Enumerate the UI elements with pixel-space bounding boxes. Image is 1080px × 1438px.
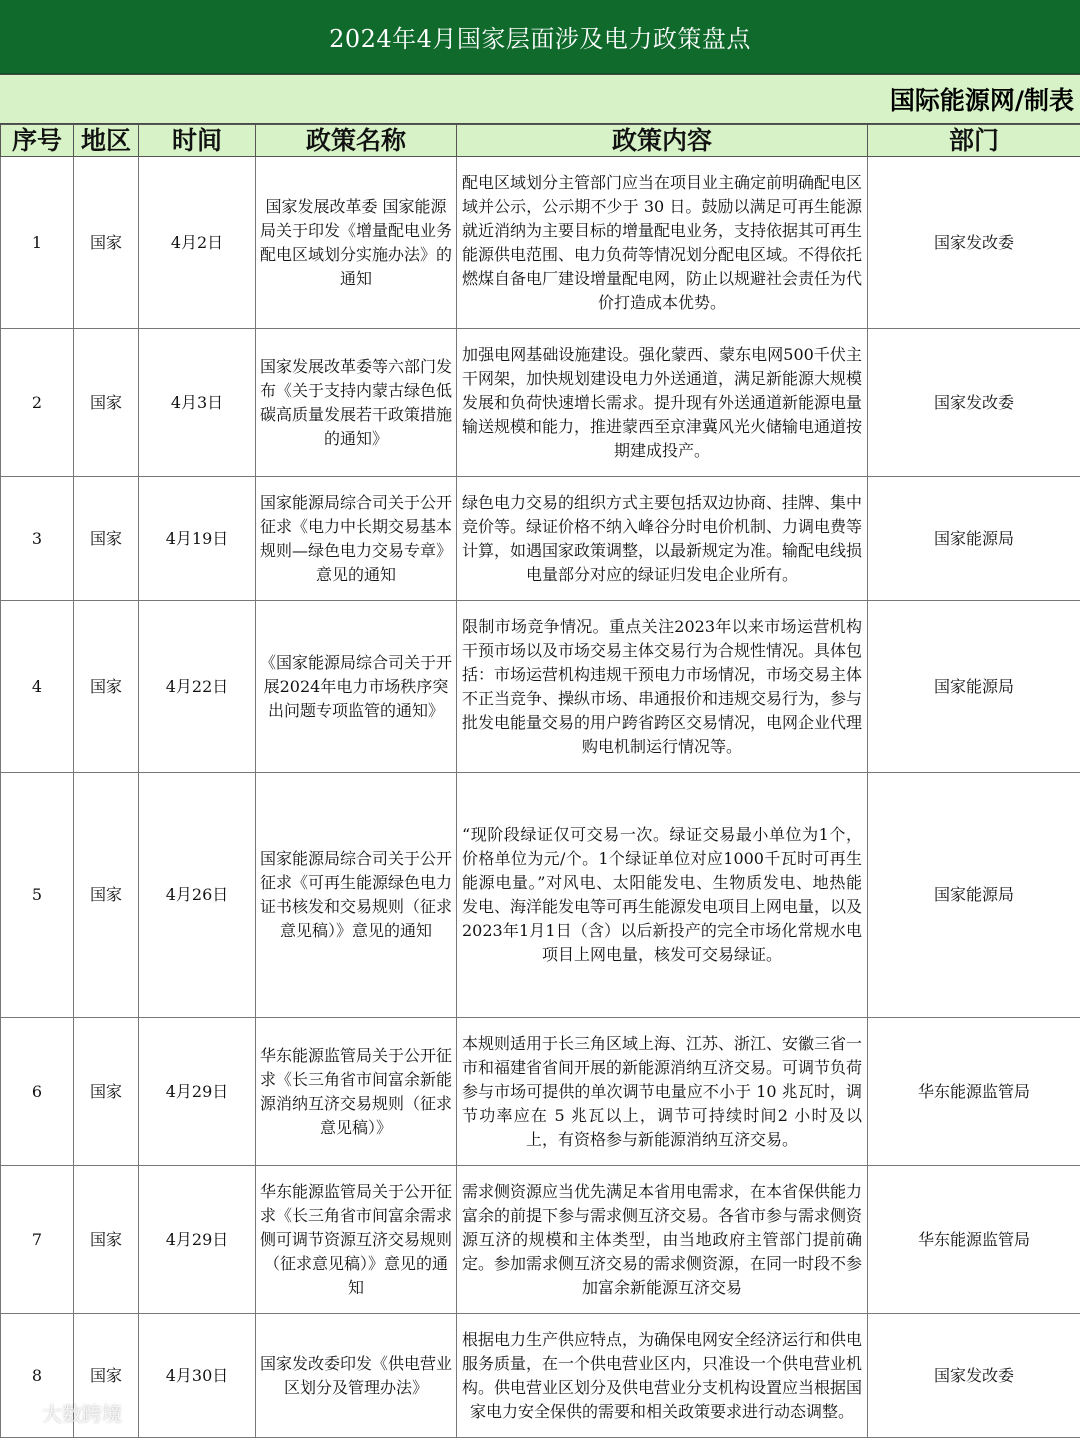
row-date: 4月19日 [139, 477, 256, 601]
row-policy-name: 国家能源局综合司关于公开征求《电力中长期交易基本规则—绿色电力交易专章》意见的通知 [256, 477, 457, 601]
row-date: 4月3日 [139, 329, 256, 477]
table-row [1, 1018, 1080, 1166]
row-no: 1 [1, 157, 74, 329]
row-policy-name: 国家发展改革委等六部门发布《关于支持内蒙古绿色低碳高质量发展若干政策措施的通知》 [256, 329, 457, 477]
row-region: 国家 [74, 773, 139, 1018]
row-no: 6 [1, 1018, 74, 1166]
row-no: 4 [1, 601, 74, 773]
row-date: 4月29日 [139, 1018, 256, 1166]
row-department: 国家发改委 [868, 1314, 1080, 1438]
row-policy-content: “现阶段绿证仅可交易一次。绿证交易最小单位为1个，价格单位为元/个。1个绿证单位对应1000千瓦时可再生能源电量。”对风电、太阳能发电、生物质发电、地热能发电、海洋能发电等可再生能源发电项目上网电量，以及2023年1月1日（含）以后新投产的完全市场化常规水电项目上网电量，核发可交易绿证。 [457, 773, 868, 1018]
row-region: 国家 [74, 601, 139, 773]
row-department: 华东能源监管局 [868, 1018, 1080, 1166]
row-department: 国家发改委 [868, 329, 1080, 477]
row-policy-name: 国家发改委印发《供电营业区划分及管理办法》 [256, 1314, 457, 1438]
table-row [1, 1166, 1080, 1314]
row-no: 5 [1, 773, 74, 1018]
row-policy-content: 根据电力生产供应特点，为确保电网安全经济运行和供电服务质量，在一个供电营业区内，只准设一个供电营业机构。供电营业区划分及供电营业分支机构设置应当根据国家电力安全保供的需要和相关政策要求进行动态调整。 [457, 1314, 868, 1438]
table-row [1, 329, 1080, 477]
row-department: 国家能源局 [868, 773, 1080, 1018]
header-policy-content: 政策内容 [457, 125, 868, 157]
table-row [1, 157, 1080, 329]
row-department: 华东能源监管局 [868, 1166, 1080, 1314]
header-no: 序号 [1, 125, 74, 157]
policy-table [0, 124, 1080, 1438]
row-region: 国家 [74, 1314, 139, 1438]
row-policy-name: 《国家能源局综合司关于开展2024年电力市场秩序突出问题专项监管的通知》 [256, 601, 457, 773]
row-date: 4月30日 [139, 1314, 256, 1438]
row-no: 7 [1, 1166, 74, 1314]
header-department: 部门 [868, 125, 1080, 157]
row-department: 国家能源局 [868, 477, 1080, 601]
row-department: 国家发改委 [868, 157, 1080, 329]
row-no: 3 [1, 477, 74, 601]
table-row [1, 601, 1080, 773]
row-no: 8 [1, 1314, 74, 1438]
weibo-logo-icon [8, 1401, 38, 1425]
row-date: 4月2日 [139, 157, 256, 329]
row-policy-content: 配电区域划分主管部门应当在项目业主确定前明确配电区域并公示，公示期不少于 30 日。鼓励以满足可再生能源就近消纳为主要目标的增量配电业务，支持依据其可再生能源供电范围、电力负荷等情况划分配电区域。不得依托燃煤自备电厂建设增量配电网，防止以规避社会责任为代价打造成本优势。 [457, 157, 868, 329]
row-region: 国家 [74, 329, 139, 477]
row-date: 4月26日 [139, 773, 256, 1018]
watermark [8, 1398, 122, 1427]
credit-row [0, 74, 1080, 124]
watermark-text: 大数跨境 [42, 1398, 122, 1427]
row-policy-name: 国家发展改革委 国家能源局关于印发《增量配电业务配电区域划分实施办法》的通知 [256, 157, 457, 329]
credit-text: 国际能源网/制表 [890, 81, 1074, 117]
table-header-row [1, 125, 1080, 157]
row-date: 4月29日 [139, 1166, 256, 1314]
row-date: 4月22日 [139, 601, 256, 773]
table-row [1, 773, 1080, 1018]
row-no: 2 [1, 329, 74, 477]
row-department: 国家能源局 [868, 601, 1080, 773]
row-region: 国家 [74, 1018, 139, 1166]
sheet-title: 2024年4月国家层面涉及电力政策盘点 [0, 0, 1080, 74]
row-policy-name: 国家能源局综合司关于公开征求《可再生能源绿色电力证书核发和交易规则（征求意见稿）》意见的通知 [256, 773, 457, 1018]
row-region: 国家 [74, 1166, 139, 1314]
row-region: 国家 [74, 477, 139, 601]
row-region: 国家 [74, 157, 139, 329]
row-policy-name: 华东能源监管局关于公开征求《长三角省市间富余需求侧可调节资源互济交易规则（征求意见稿）》意见的通知 [256, 1166, 457, 1314]
table-row [1, 477, 1080, 601]
table-row [1, 1314, 1080, 1438]
row-policy-content: 本规则适用于长三角区域上海、江苏、浙江、安徽三省一市和福建省省间开展的新能源消纳互济交易。可调节负荷参与市场可提供的单次调节电量应不小于 10 兆瓦时，调节功率应在 5 兆瓦以上，调节可持续时间2 小时及以上，有资格参与新能源消纳互济交易。 [457, 1018, 868, 1166]
row-policy-content: 加强电网基础设施建设。强化蒙西、蒙东电网500千伏主干网架，加快规划建设电力外送通道，满足新能源大规模发展和负荷快速增长需求。提升现有外送通道新能源电量输送规模和能力，推进蒙西至京津冀风光火储输电通道按期建成投产。 [457, 329, 868, 477]
header-date: 时间 [139, 125, 256, 157]
row-policy-content: 限制市场竞争情况。重点关注2023年以来市场运营机构干预市场以及市场交易主体交易行为合规性情况。具体包括：市场运营机构违规干预电力市场情况，市场交易主体不正当竞争、操纵市场、串通报价和违规交易行为，参与批发电能量交易的用户跨省跨区交易情况，电网企业代理购电机制运行情况等。 [457, 601, 868, 773]
row-policy-content: 需求侧资源应当优先满足本省用电需求，在本省保供能力富余的前提下参与需求侧互济交易。各省市参与需求侧资源互济的规模和主体类型，由当地政府主管部门提前确定。参加需求侧互济交易的需求侧资源，在同一时段不参加富余新能源互济交易 [457, 1166, 868, 1314]
header-policy-name: 政策名称 [256, 125, 457, 157]
header-region: 地区 [74, 125, 139, 157]
row-policy-content: 绿色电力交易的组织方式主要包括双边协商、挂牌、集中竞价等。绿证价格不纳入峰谷分时电价机制、力调电费等计算，如遇国家政策调整，以最新规定为准。输配电线损电量部分对应的绿证归发电企业所有。 [457, 477, 868, 601]
row-policy-name: 华东能源监管局关于公开征求《长三角省市间富余新能源消纳互济交易规则（征求意见稿）》 [256, 1018, 457, 1166]
